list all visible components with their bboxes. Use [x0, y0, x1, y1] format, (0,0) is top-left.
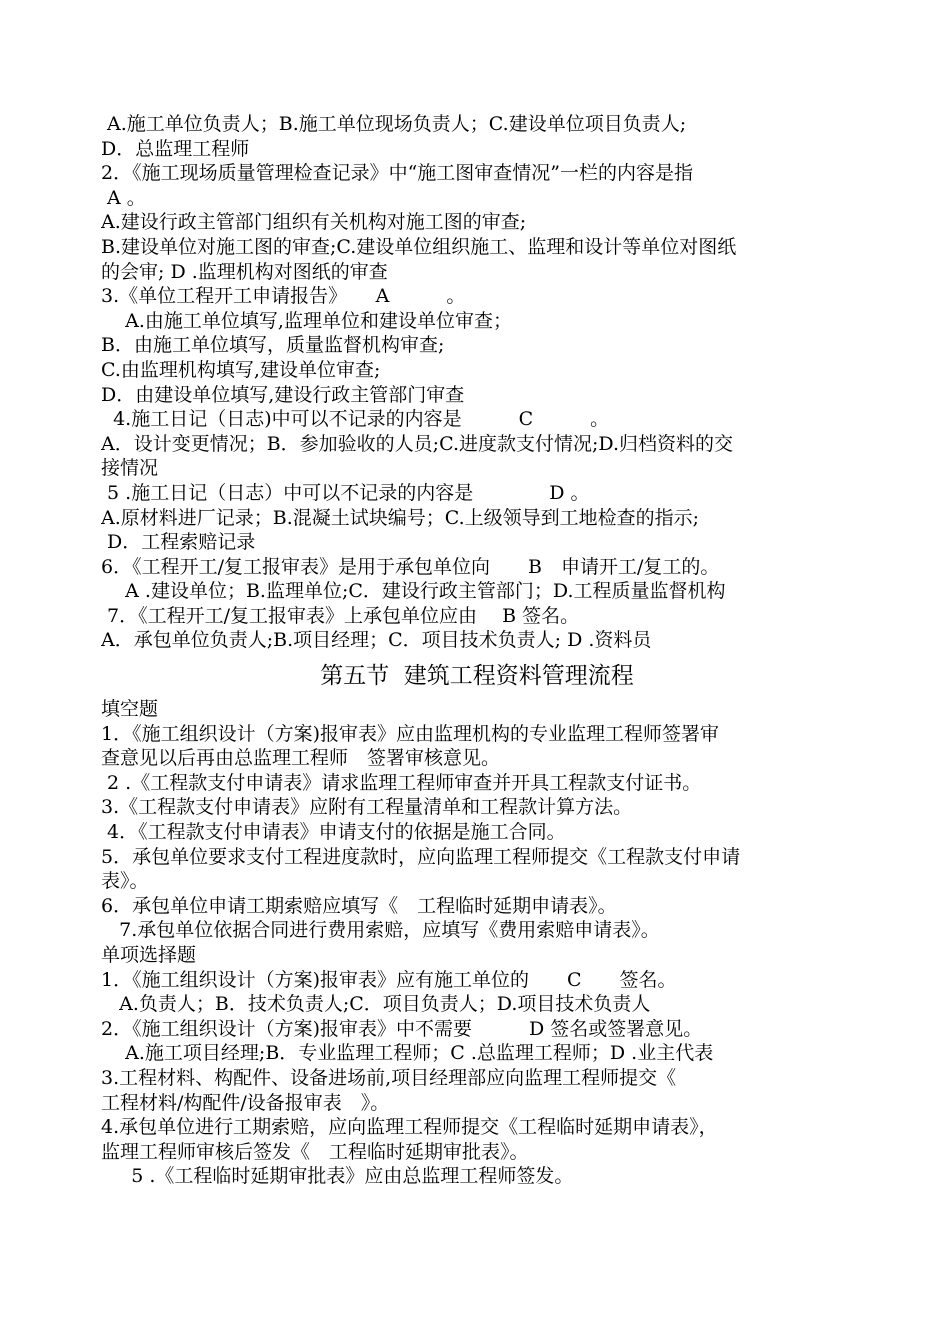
text-line: 3.《工程款支付申请表》应附有工程量清单和工程款计算方法。 [101, 796, 633, 819]
text-line: 5．承包单位要求支付工程进度款时，应向监理工程师提交《工程款支付申请 [101, 845, 741, 868]
text-line: 填空题 [101, 698, 159, 721]
text-line: 7．《工程开工/复工报审表》上承包单位应由 B 签名。 [101, 604, 580, 627]
text-line: A．设计变更情况；B．参加验收的人员;C.进度款支付情况;D.归档资料的交 [101, 432, 733, 455]
text-line: 4.承包单位进行工期索赔，应向监理工程师提交《工程临时延期申请表》， [101, 1116, 718, 1139]
text-line: A.施工单位负责人；B.施工单位现场负责人；C.建设单位项目负责人; [101, 113, 687, 135]
text-line: 6．承包单位申请工期索赔应填写《 工程临时延期申请表》。 [101, 894, 617, 917]
text-line: 3.《单位工程开工申请报告》 A 。 [101, 285, 466, 308]
text-line: 2．《施工组织设计（方案)报审表》中不需要 D 签名或签署意见。 [101, 1017, 703, 1040]
text-line: A.建设行政主管部门组织有关机构对施工图的审查; [101, 211, 527, 234]
text-line: A．承包单位负责人;B.项目经理；C．项目技术负责人; D .资料员 [101, 629, 652, 652]
text-line: 5 .施工日记（日志）中可以不记录的内容是 D 。 [101, 481, 590, 504]
text-line: A .建设单位；B.监理单位;C．建设行政主管部门；D.工程质量监督机构 [101, 580, 726, 603]
text-line: D．总监理工程师 [101, 137, 250, 160]
text-line: 1．《施工组织设计（方案)报审表》应由监理机构的专业监理工程师签署审 [101, 722, 720, 745]
text-line: A.原材料进厂记录；B.混凝土试块编号；C.上级领导到工地检查的指示; [101, 506, 700, 529]
text-line: B.建设单位对施工图的审查;C.建设单位组织施工、监理和设计等单位对图纸 [101, 235, 737, 258]
text-line: D．工程索赔记录 [101, 531, 256, 554]
text-line: 的会审; D .监理机构对图纸的审查 [101, 260, 388, 283]
text-line: 4．《工程款支付申请表》申请支付的依据是施工合同。 [101, 821, 566, 844]
text-line: B．由施工单位填写，质量监督机构审查; [101, 334, 445, 357]
text-line: 3.工程材料、构配件、设备进场前,项目经理部应向监理工程师提交《 [101, 1066, 677, 1089]
text-line: 工程材料/构配件/设备报审表 》。 [101, 1091, 390, 1114]
text-line: 4.施工日记（日志)中可以不记录的内容是 C 。 [101, 408, 610, 431]
text-line: 5 .《工程临时延期审批表》应由总监理工程师签发。 [101, 1165, 574, 1188]
text-line: A.施工项目经理;B．专业监理工程师；C .总监理工程师；D .业主代表 [101, 1042, 714, 1065]
text-line: D．由建设单位填写,建设行政主管部门审查 [101, 383, 465, 406]
text-line: 监理工程师审核后签发《 工程临时延期审批表》。 [101, 1140, 529, 1163]
text-line: 6．《工程开工/复工报审表》是用于承包单位向 B 申请开工/复工的。 [101, 555, 720, 578]
section-heading: 第五节 建筑工程资料管理流程 [320, 663, 634, 690]
text-line: C.由监理机构填写,建设单位审查; [101, 358, 381, 381]
text-line: 7.承包单位依据合同进行费用索赔，应填写《费用索赔申请表》。 [101, 919, 660, 942]
text-line: 2．《施工现场质量管理检查记录》中“施工图审查情况”一栏的内容是指 [101, 162, 694, 185]
text-line: 查意见以后再由总监理工程师 签署审核意见。 [101, 747, 501, 770]
text-line: A.由施工单位填写,监理单位和建设单位审查； [101, 309, 512, 332]
text-line: A 。 [101, 186, 146, 209]
question-block-top [101, 112, 853, 653]
text-line: 单项选择题 [101, 944, 197, 966]
text-line: 1．《施工组织设计（方案)报审表》应有施工单位的 C 签名。 [101, 968, 677, 991]
text-line: 2 .《工程款支付申请表》请求监理工程师审查并开具工程款支付证书。 [101, 771, 702, 794]
text-line: 接情况 [101, 457, 159, 480]
text-line: A.负责人；B．技术负责人;C．项目负责人；D.项目技术负责人 [101, 993, 651, 1016]
text-line: 表》。 [101, 870, 149, 893]
question-block-bottom [101, 697, 853, 1189]
document-page [101, 112, 853, 1189]
